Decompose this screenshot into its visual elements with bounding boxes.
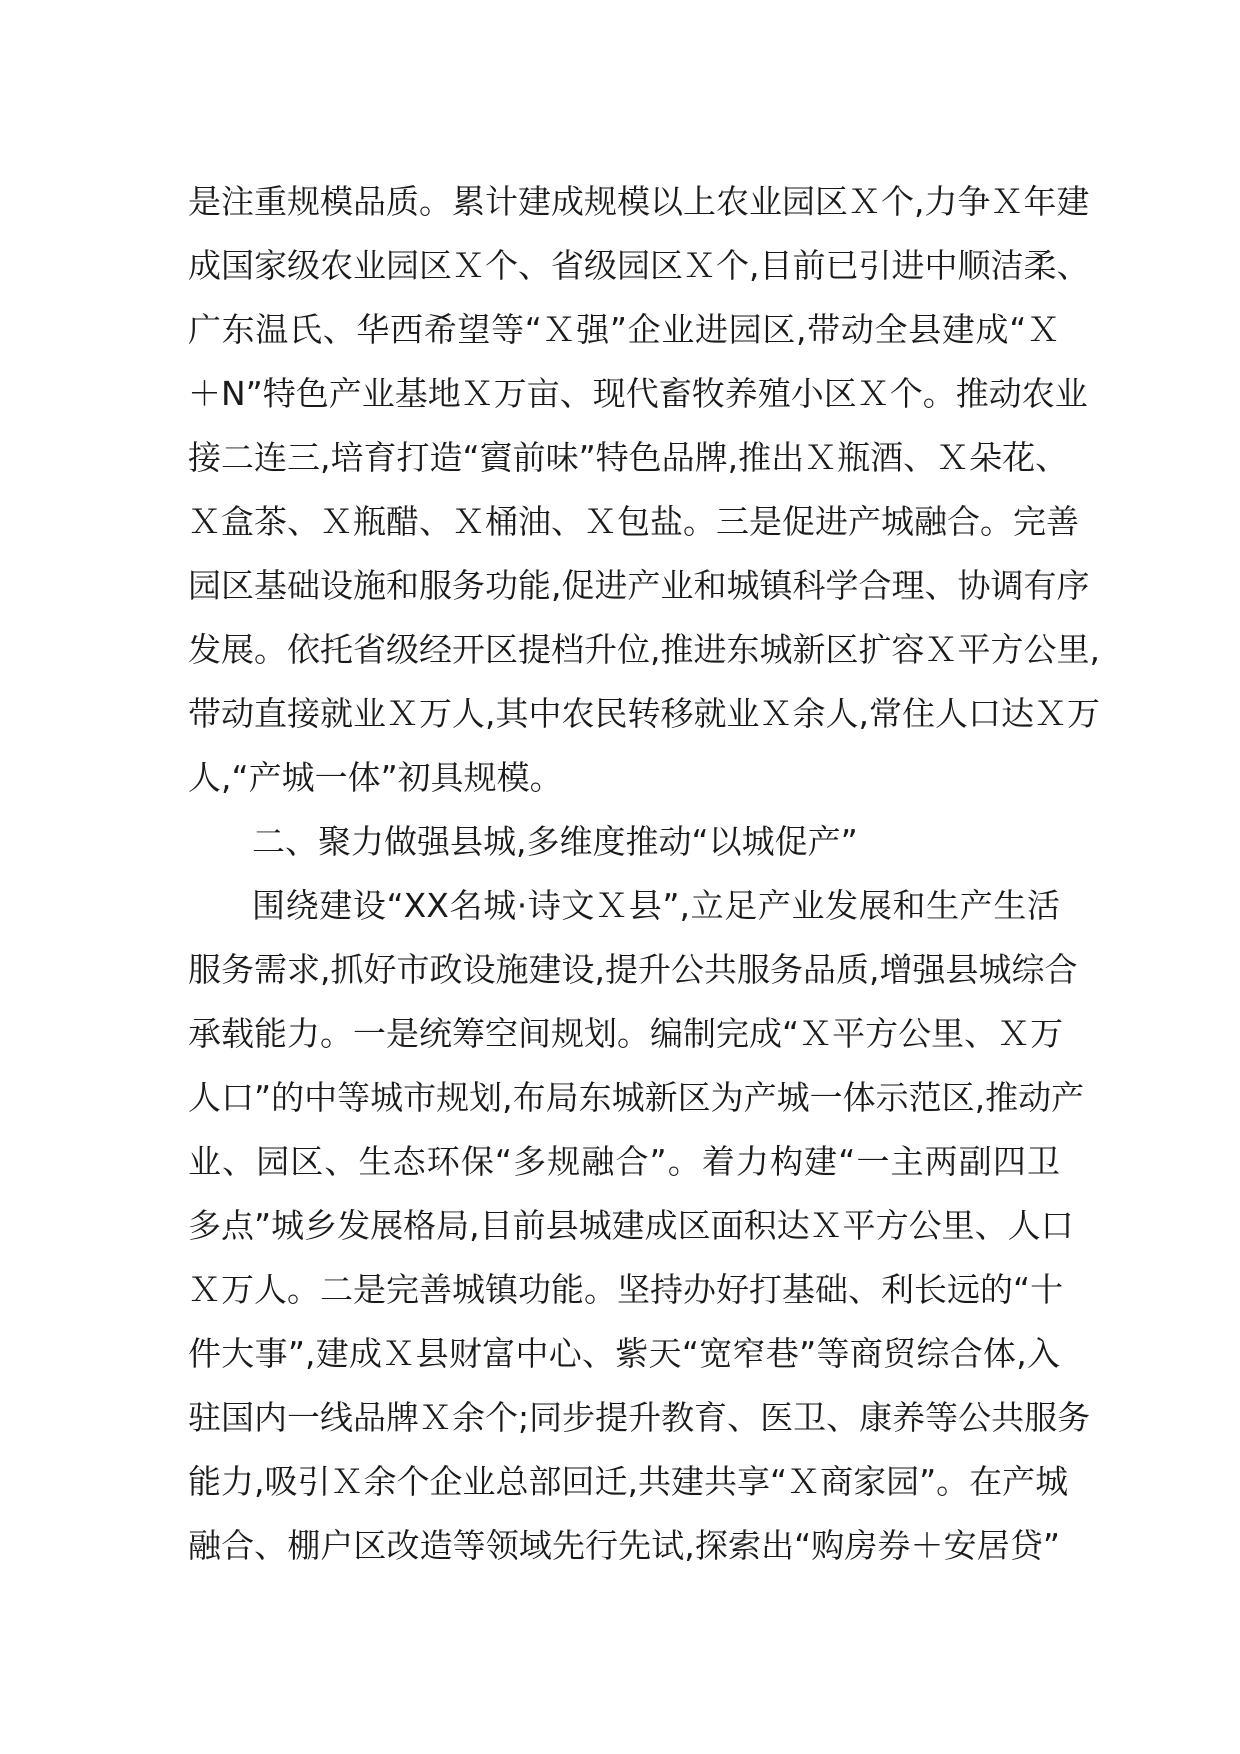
document-body <box>188 170 1100 1578</box>
text-line: 业、园区、生态环保“多规融合”。着力构建“一主两副四卫 <box>188 1142 1060 1181</box>
text-line: Ｘ万人。二是完善城镇功能。坚持办好打基础、利长远的“十 <box>188 1270 1064 1309</box>
text-line: 融合、棚户区改造等领域先行先试,探索出“购房券＋安居贷” <box>188 1526 1060 1565</box>
text-line: Ｘ盒茶、Ｘ瓶醋、Ｘ桶油、Ｘ包盐。三是促进产城融合。完善 <box>188 502 1079 541</box>
text-line: 多点”城乡发展格局,目前县城建成区面积达Ｘ平方公里、人口 <box>188 1206 1074 1245</box>
paragraph-first-line: 围绕建设“XX名城·诗文Ｘ县”,立足产业发展和生产生活 <box>252 886 1060 925</box>
text-line: 广东温氏、华西希望等“Ｘ强”企业进园区,带动全县建成“Ｘ <box>188 310 1060 349</box>
text-line: 人口”的中等城市规划,布局东城新区为产城一体示范区,推动产 <box>188 1078 1085 1117</box>
text-line: 能力,吸引Ｘ余个企业总部回迁,共建共享“Ｘ商家园”。在产城 <box>188 1462 1069 1501</box>
text-line: 发展。依托省级经开区提档升位,推进东城新区扩容Ｘ平方公里, <box>188 630 1100 669</box>
text-line: 带动直接就业Ｘ万人,其中农民转移就业Ｘ余人,常住人口达Ｘ万 <box>188 694 1100 733</box>
text-line: 接二连三,培育打造“賨前味”特色品牌,推出Ｘ瓶酒、Ｘ朵花、 <box>188 438 1069 477</box>
paragraph-last-line: 人,“产城一体”初具规模。 <box>188 758 563 797</box>
text-line: 成国家级农业园区Ｘ个、省级园区Ｘ个,目前已引进中顺洁柔、 <box>188 246 1090 285</box>
text-line: 是注重规模品质。累计建成规模以上农业园区Ｘ个,力争Ｘ年建 <box>188 182 1090 221</box>
text-line: ＋N”特色产业基地Ｘ万亩、现代畜牧养殖小区Ｘ个。推动农业 <box>188 374 1088 413</box>
text-line: 园区基础设施和服务功能,促进产业和城镇科学合理、协调有序 <box>188 566 1090 605</box>
text-line: 服务需求,抓好市政设施建设,提升公共服务品质,增强县城综合 <box>188 950 1078 989</box>
text-line: 承载能力。一是统筹空间规划。编制完成“Ｘ平方公里、Ｘ万 <box>188 1014 1064 1053</box>
text-line: 件大事”,建成Ｘ县财富中心、紫天“宽窄巷”等商贸综合体,入 <box>188 1334 1060 1373</box>
text-line: 驻国内一线品牌Ｘ余个;同步提升教育、医卫、康养等公共服务 <box>188 1398 1091 1437</box>
section-heading: 二、聚力做强县城,多维度推动“以城促产” <box>252 822 858 861</box>
